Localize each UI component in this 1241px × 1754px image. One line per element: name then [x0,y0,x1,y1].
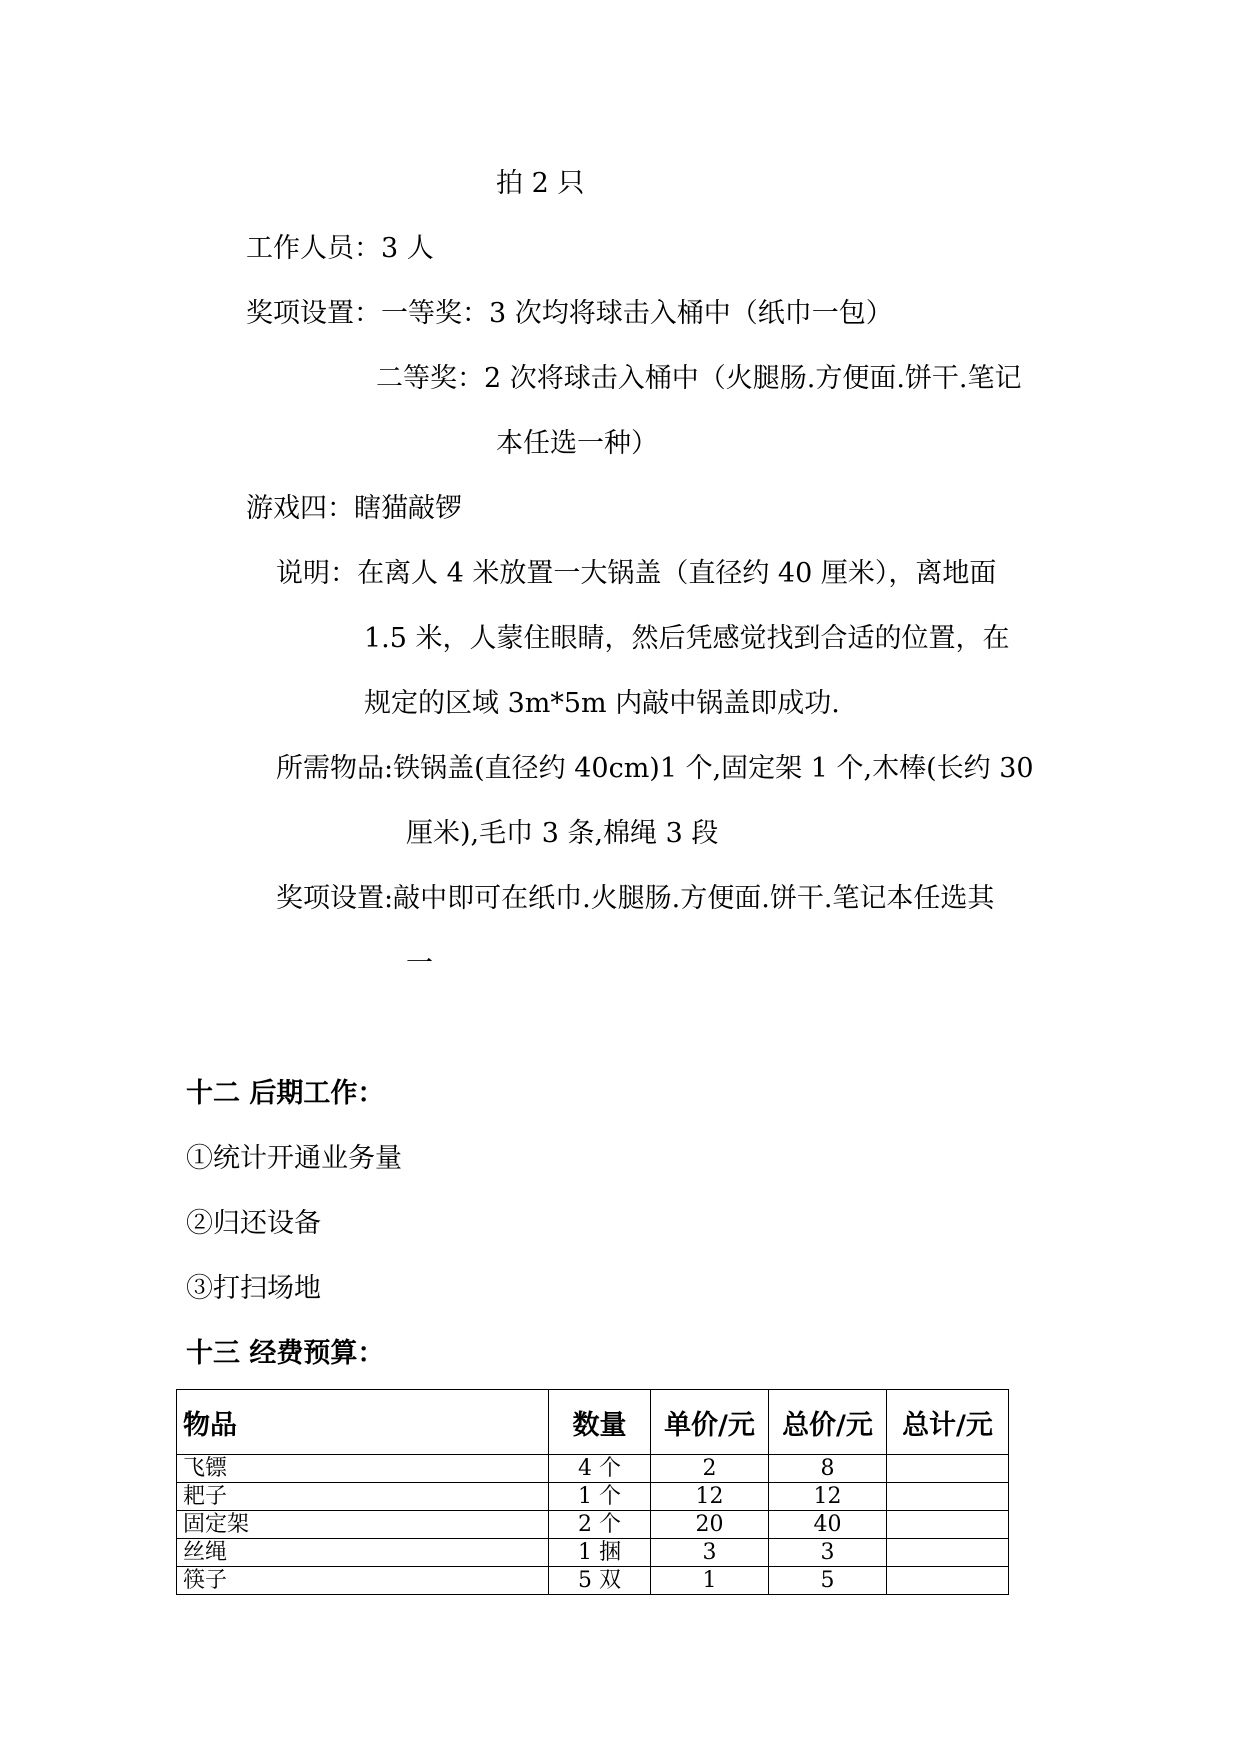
paragraph-line: 游戏四：瞎猫敲锣 [246,493,462,524]
paragraph-line: 拍 2 只 [496,168,585,199]
budget-table [176,1389,1009,1595]
header-total-price: 总价/元 [769,1390,887,1455]
paragraph-line: 本任选一种） [496,428,658,459]
cell-item: 筷子 [177,1567,549,1595]
cell-item: 耙子 [177,1483,549,1511]
cell-grand-total [887,1539,1009,1567]
cell-total-price: 5 [769,1567,887,1595]
header-unit-price: 单价/元 [651,1390,769,1455]
paragraph-line: 工作人员：3 人 [246,233,434,264]
cell-item: 飞镖 [177,1455,549,1483]
cell-unit-price: 12 [651,1483,769,1511]
cell-unit-price: 2 [651,1455,769,1483]
cell-quantity: 1 个 [549,1483,651,1511]
paragraph-line: 1.5 米，人蒙住眼睛，然后凭感觉找到合适的位置，在 [364,623,1010,654]
cell-grand-total [887,1455,1009,1483]
cell-grand-total [887,1567,1009,1595]
cell-unit-price: 3 [651,1539,769,1567]
cell-item: 丝绳 [177,1539,549,1567]
header-quantity: 数量 [549,1390,651,1455]
cell-item: 固定架 [177,1511,549,1539]
cell-total-price: 3 [769,1539,887,1567]
paragraph-line: 所需物品:铁锅盖(直径约 40cm)1 个,固定架 1 个,木棒(长约 30 [276,753,1034,784]
table-row [177,1511,1009,1539]
cell-unit-price: 1 [651,1567,769,1595]
cell-quantity: 5 双 [549,1567,651,1595]
header-item: 物品 [177,1390,549,1455]
paragraph-line: 说明：在离人 4 米放置一大锅盖（直径约 40 厘米），离地面 [276,558,997,589]
header-grand-total: 总计/元 [887,1390,1009,1455]
table-header-row [177,1390,1009,1455]
paragraph-line: 厘米),毛巾 3 条,棉绳 3 段 [406,818,719,849]
cell-quantity: 1 捆 [549,1539,651,1567]
table-row [177,1455,1009,1483]
cell-grand-total [887,1483,1009,1511]
cell-quantity: 4 个 [549,1455,651,1483]
paragraph-line: 规定的区域 3m*5m 内敲中锅盖即成功. [364,688,840,719]
table-row [177,1539,1009,1567]
section-heading-13: 十三 经费预算： [186,1338,385,1369]
cell-total-price: 8 [769,1455,887,1483]
paragraph-line: 奖项设置:敲中即可在纸巾.火腿肠.方便面.饼干.笔记本任选其 [276,883,995,914]
list-item: ②归还设备 [186,1208,321,1239]
list-item: ③打扫场地 [186,1273,321,1304]
paragraph-line: 二等奖：2 次将球击入桶中（火腿肠.方便面.饼干.笔记 [376,363,1022,394]
cell-grand-total [887,1511,1009,1539]
table-row [177,1483,1009,1511]
list-item: ①统计开通业务量 [186,1143,402,1174]
cell-total-price: 40 [769,1511,887,1539]
section-heading-12: 十二 后期工作： [186,1078,385,1109]
cell-unit-price: 20 [651,1511,769,1539]
cell-total-price: 12 [769,1483,887,1511]
paragraph-line: 一 [406,948,433,979]
cell-quantity: 2 个 [549,1511,651,1539]
table-row [177,1567,1009,1595]
paragraph-line: 奖项设置：一等奖：3 次均将球击入桶中（纸巾一包） [246,298,893,329]
